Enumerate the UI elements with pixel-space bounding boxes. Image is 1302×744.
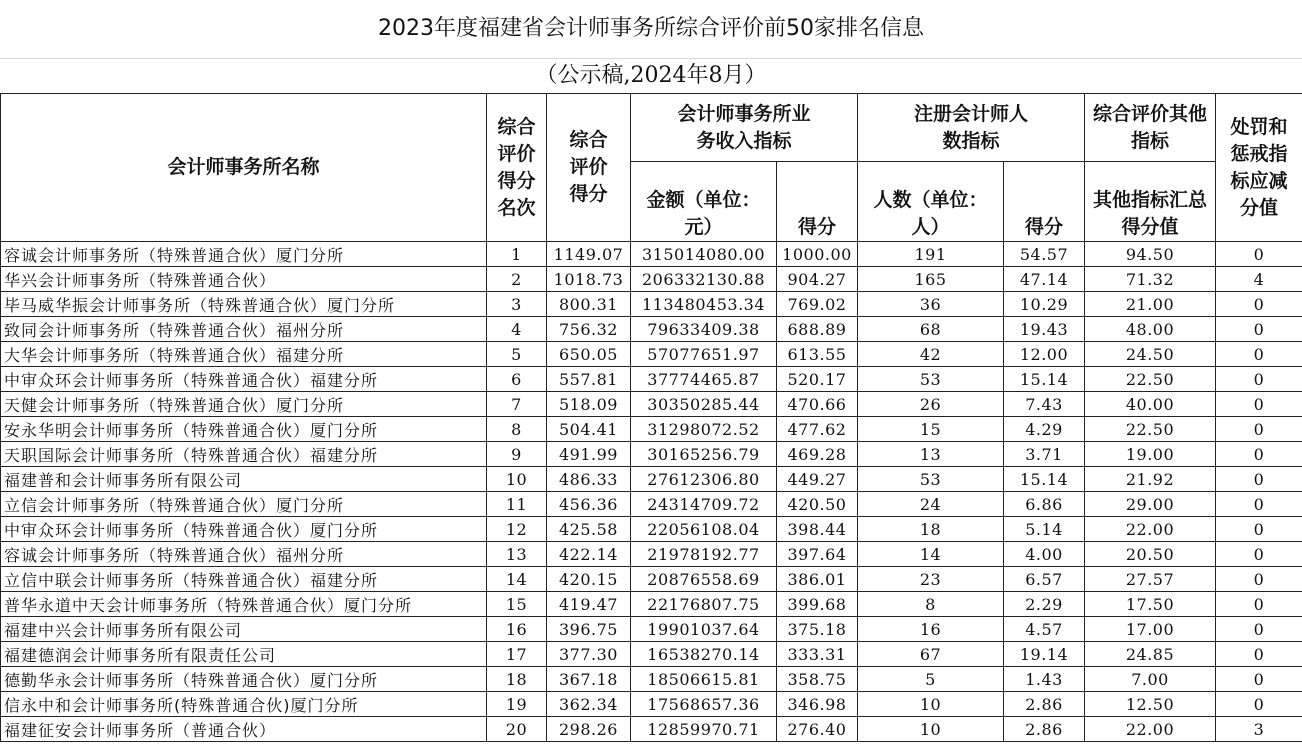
revenue-amount-cell: 31298072.52 [631, 417, 777, 442]
revenue-score-cell: 386.01 [777, 567, 858, 592]
score-cell: 650.05 [547, 342, 631, 367]
rank-cell: 7 [487, 392, 547, 417]
penalty-cell: 3 [1216, 717, 1302, 742]
revenue-score-cell: 1000.00 [777, 242, 858, 267]
firm-name-cell: 福建德润会计师事务所有限责任公司 [1, 642, 487, 667]
rank-cell: 9 [487, 442, 547, 467]
revenue-amount-cell: 16538270.14 [631, 642, 777, 667]
penalty-cell: 0 [1216, 442, 1302, 467]
score-cell: 422.14 [547, 542, 631, 567]
cpa-count-cell: 15 [858, 417, 1004, 442]
penalty-cell: 0 [1216, 642, 1302, 667]
table-row [1, 592, 1302, 617]
cpa-count-cell: 53 [858, 467, 1004, 492]
cpa-score-cell: 6.57 [1004, 567, 1085, 592]
cpa-count-cell: 36 [858, 292, 1004, 317]
cpa-score-cell: 6.86 [1004, 492, 1085, 517]
firm-name-cell: 天职国际会计师事务所（特殊普通合伙）福建分所 [1, 442, 487, 467]
other-total-cell: 22.50 [1085, 417, 1216, 442]
rank-cell: 18 [487, 667, 547, 692]
header-rank: 综合评价得分名次 [487, 94, 547, 242]
rank-cell: 1 [487, 242, 547, 267]
penalty-cell: 0 [1216, 467, 1302, 492]
firm-name-cell: 安永华明会计师事务所（特殊普通合伙）厦门分所 [1, 417, 487, 442]
header-revenue-group: 会计师事务所业务收入指标 [631, 94, 858, 162]
cpa-count-cell: 5 [858, 667, 1004, 692]
cpa-score-cell: 4.57 [1004, 617, 1085, 642]
document-subtitle: （公示稿,2024年8月） [535, 63, 767, 88]
cpa-count-cell: 18 [858, 517, 1004, 542]
revenue-amount-cell: 315014080.00 [631, 242, 777, 267]
firm-name-cell: 致同会计师事务所（特殊普通合伙）福州分所 [1, 317, 487, 342]
other-total-cell: 21.00 [1085, 292, 1216, 317]
table-row [1, 367, 1302, 392]
other-total-cell: 94.50 [1085, 242, 1216, 267]
table-row [1, 692, 1302, 717]
penalty-cell: 0 [1216, 567, 1302, 592]
cpa-count-cell: 10 [858, 692, 1004, 717]
other-total-cell: 40.00 [1085, 392, 1216, 417]
revenue-score-cell: 613.55 [777, 342, 858, 367]
header-firm-name: 会计师事务所名称 [1, 94, 487, 242]
penalty-cell: 0 [1216, 517, 1302, 542]
other-total-cell: 19.00 [1085, 442, 1216, 467]
revenue-score-cell: 399.68 [777, 592, 858, 617]
cpa-score-cell: 1.43 [1004, 667, 1085, 692]
revenue-amount-cell: 20876558.69 [631, 567, 777, 592]
firm-name-cell: 福建普和会计师事务所有限公司 [1, 467, 487, 492]
other-total-cell: 22.50 [1085, 367, 1216, 392]
score-cell: 491.99 [547, 442, 631, 467]
table-row [1, 517, 1302, 542]
table-row [1, 667, 1302, 692]
table-row [1, 542, 1302, 567]
firm-name-cell: 大华会计师事务所（特殊普通合伙）福建分所 [1, 342, 487, 367]
score-cell: 756.32 [547, 317, 631, 342]
table-row [1, 567, 1302, 592]
score-cell: 419.47 [547, 592, 631, 617]
score-cell: 800.31 [547, 292, 631, 317]
other-total-cell: 17.50 [1085, 592, 1216, 617]
cpa-count-cell: 13 [858, 442, 1004, 467]
revenue-score-cell: 449.27 [777, 467, 858, 492]
rank-cell: 16 [487, 617, 547, 642]
revenue-amount-cell: 24314709.72 [631, 492, 777, 517]
other-total-cell: 21.92 [1085, 467, 1216, 492]
firm-name-cell: 中审众环会计师事务所（特殊普通合伙）福建分所 [1, 367, 487, 392]
revenue-score-cell: 688.89 [777, 317, 858, 342]
cpa-score-cell: 4.00 [1004, 542, 1085, 567]
score-cell: 425.58 [547, 517, 631, 542]
score-cell: 367.18 [547, 667, 631, 692]
revenue-score-cell: 469.28 [777, 442, 858, 467]
firm-name-cell: 毕马威华振会计师事务所（特殊普通合伙）厦门分所 [1, 292, 487, 317]
firm-name-cell: 立信中联会计师事务所（特殊普通合伙）福建分所 [1, 567, 487, 592]
firm-name-cell: 信永中和会计师事务所(特殊普通合伙)厦门分所 [1, 692, 487, 717]
penalty-cell: 0 [1216, 417, 1302, 442]
table-row [1, 642, 1302, 667]
penalty-cell: 0 [1216, 617, 1302, 642]
revenue-score-cell: 470.66 [777, 392, 858, 417]
cpa-score-cell: 2.86 [1004, 692, 1085, 717]
rank-cell: 13 [487, 542, 547, 567]
cpa-count-cell: 68 [858, 317, 1004, 342]
penalty-cell: 0 [1216, 492, 1302, 517]
rank-cell: 19 [487, 692, 547, 717]
other-total-cell: 12.50 [1085, 692, 1216, 717]
revenue-amount-cell: 37774465.87 [631, 367, 777, 392]
document-title: 2023年度福建省会计师事务所综合评价前50家排名信息 [0, 0, 1302, 59]
score-cell: 1149.07 [547, 242, 631, 267]
cpa-count-cell: 165 [858, 267, 1004, 292]
penalty-cell: 0 [1216, 342, 1302, 367]
cpa-count-cell: 14 [858, 542, 1004, 567]
other-total-cell: 22.00 [1085, 717, 1216, 742]
cpa-score-cell: 12.00 [1004, 342, 1085, 367]
penalty-cell: 0 [1216, 367, 1302, 392]
cpa-count-cell: 24 [858, 492, 1004, 517]
score-cell: 377.30 [547, 642, 631, 667]
penalty-cell: 0 [1216, 392, 1302, 417]
score-cell: 362.34 [547, 692, 631, 717]
other-total-cell: 71.32 [1085, 267, 1216, 292]
penalty-cell: 0 [1216, 667, 1302, 692]
firm-name-cell: 福建中兴会计师事务所有限公司 [1, 617, 487, 642]
table-row [1, 417, 1302, 442]
revenue-score-cell: 333.31 [777, 642, 858, 667]
revenue-amount-cell: 22056108.04 [631, 517, 777, 542]
other-total-cell: 7.00 [1085, 667, 1216, 692]
revenue-score-cell: 346.98 [777, 692, 858, 717]
revenue-amount-cell: 18506615.81 [631, 667, 777, 692]
score-cell: 486.33 [547, 467, 631, 492]
revenue-amount-cell: 27612306.80 [631, 467, 777, 492]
table-row [1, 442, 1302, 467]
penalty-cell: 0 [1216, 692, 1302, 717]
rank-cell: 15 [487, 592, 547, 617]
firm-name-cell: 天健会计师事务所（特殊普通合伙）厦门分所 [1, 392, 487, 417]
header-revenue-amount: 金额（单位：元） [631, 162, 777, 242]
score-cell: 504.41 [547, 417, 631, 442]
revenue-amount-cell: 206332130.88 [631, 267, 777, 292]
cpa-count-cell: 53 [858, 367, 1004, 392]
revenue-amount-cell: 19901037.64 [631, 617, 777, 642]
score-cell: 557.81 [547, 367, 631, 392]
firm-name-cell: 中审众环会计师事务所（特殊普通合伙）厦门分所 [1, 517, 487, 542]
firm-name-cell: 华兴会计师事务所（特殊普通合伙） [1, 267, 487, 292]
revenue-score-cell: 276.40 [777, 717, 858, 742]
rank-cell: 8 [487, 417, 547, 442]
penalty-cell: 0 [1216, 242, 1302, 267]
table-row [1, 342, 1302, 367]
revenue-amount-cell: 113480453.34 [631, 292, 777, 317]
other-total-cell: 27.57 [1085, 567, 1216, 592]
score-cell: 456.36 [547, 492, 631, 517]
revenue-score-cell: 420.50 [777, 492, 858, 517]
table-row [1, 317, 1302, 342]
revenue-score-cell: 769.02 [777, 292, 858, 317]
cpa-count-cell: 23 [858, 567, 1004, 592]
table-row [1, 267, 1302, 292]
cpa-score-cell: 4.29 [1004, 417, 1085, 442]
revenue-score-cell: 520.17 [777, 367, 858, 392]
header-cpa-group: 注册会计师人数指标 [858, 94, 1085, 162]
other-total-cell: 24.85 [1085, 642, 1216, 667]
cpa-score-cell: 2.29 [1004, 592, 1085, 617]
score-cell: 420.15 [547, 567, 631, 592]
cpa-score-cell: 10.29 [1004, 292, 1085, 317]
header-revenue-score: 得分 [777, 162, 858, 242]
firm-name-cell: 立信会计师事务所（特殊普通合伙）厦门分所 [1, 492, 487, 517]
rank-cell: 12 [487, 517, 547, 542]
rank-cell: 5 [487, 342, 547, 367]
table-row [1, 392, 1302, 417]
firm-name-cell: 福建征安会计师事务所（普通合伙） [1, 717, 487, 742]
firm-name-cell: 容诚会计师事务所（特殊普通合伙）厦门分所 [1, 242, 487, 267]
ranking-table [0, 93, 1302, 742]
other-total-cell: 29.00 [1085, 492, 1216, 517]
score-cell: 518.09 [547, 392, 631, 417]
table-row [1, 467, 1302, 492]
firm-name-cell: 普华永道中天会计师事务所（特殊普通合伙）厦门分所 [1, 592, 487, 617]
table-row [1, 242, 1302, 267]
revenue-score-cell: 477.62 [777, 417, 858, 442]
penalty-cell: 0 [1216, 592, 1302, 617]
other-total-cell: 17.00 [1085, 617, 1216, 642]
cpa-score-cell: 7.43 [1004, 392, 1085, 417]
other-total-cell: 22.00 [1085, 517, 1216, 542]
rank-cell: 11 [487, 492, 547, 517]
cpa-count-cell: 191 [858, 242, 1004, 267]
cpa-score-cell: 19.14 [1004, 642, 1085, 667]
rank-cell: 3 [487, 292, 547, 317]
table-row [1, 492, 1302, 517]
firm-name-cell: 容诚会计师事务所（特殊普通合伙）福州分所 [1, 542, 487, 567]
revenue-amount-cell: 17568657.36 [631, 692, 777, 717]
header-score: 综合评价得分 [547, 94, 631, 242]
table-row [1, 717, 1302, 742]
cpa-count-cell: 26 [858, 392, 1004, 417]
cpa-score-cell: 5.14 [1004, 517, 1085, 542]
rank-cell: 4 [487, 317, 547, 342]
header-cpa-score: 得分 [1004, 162, 1085, 242]
rank-cell: 20 [487, 717, 547, 742]
cpa-score-cell: 54.57 [1004, 242, 1085, 267]
header-penalty: 处罚和惩戒指标应减分值 [1216, 94, 1302, 242]
penalty-cell: 0 [1216, 292, 1302, 317]
rank-cell: 10 [487, 467, 547, 492]
rank-cell: 6 [487, 367, 547, 392]
firm-name-cell: 德勤华永会计师事务所（特殊普通合伙）厦门分所 [1, 667, 487, 692]
cpa-count-cell: 67 [858, 642, 1004, 667]
cpa-score-cell: 3.71 [1004, 442, 1085, 467]
revenue-score-cell: 375.18 [777, 617, 858, 642]
revenue-amount-cell: 30350285.44 [631, 392, 777, 417]
revenue-score-cell: 358.75 [777, 667, 858, 692]
revenue-score-cell: 904.27 [777, 267, 858, 292]
revenue-score-cell: 397.64 [777, 542, 858, 567]
revenue-amount-cell: 57077651.97 [631, 342, 777, 367]
score-cell: 1018.73 [547, 267, 631, 292]
score-cell: 396.75 [547, 617, 631, 642]
other-total-cell: 20.50 [1085, 542, 1216, 567]
header-other-total: 其他指标汇总得分值 [1085, 162, 1216, 242]
cpa-score-cell: 15.14 [1004, 467, 1085, 492]
revenue-amount-cell: 22176807.75 [631, 592, 777, 617]
cpa-score-cell: 15.14 [1004, 367, 1085, 392]
penalty-cell: 0 [1216, 542, 1302, 567]
cpa-score-cell: 2.86 [1004, 717, 1085, 742]
cpa-count-cell: 10 [858, 717, 1004, 742]
table-row [1, 292, 1302, 317]
cpa-count-cell: 16 [858, 617, 1004, 642]
cpa-count-cell: 42 [858, 342, 1004, 367]
revenue-amount-cell: 30165256.79 [631, 442, 777, 467]
cpa-count-cell: 8 [858, 592, 1004, 617]
revenue-amount-cell: 21978192.77 [631, 542, 777, 567]
rank-cell: 2 [487, 267, 547, 292]
header-other-group: 综合评价其他指标 [1085, 94, 1216, 162]
rank-cell: 14 [487, 567, 547, 592]
header-cpa-count: 人数（单位：人） [858, 162, 1004, 242]
rank-cell: 17 [487, 642, 547, 667]
revenue-amount-cell: 79633409.38 [631, 317, 777, 342]
score-cell: 298.26 [547, 717, 631, 742]
other-total-cell: 24.50 [1085, 342, 1216, 367]
penalty-cell: 0 [1216, 317, 1302, 342]
revenue-amount-cell: 12859970.71 [631, 717, 777, 742]
cpa-score-cell: 19.43 [1004, 317, 1085, 342]
table-row [1, 617, 1302, 642]
revenue-score-cell: 398.44 [777, 517, 858, 542]
other-total-cell: 48.00 [1085, 317, 1216, 342]
cpa-score-cell: 47.14 [1004, 267, 1085, 292]
penalty-cell: 4 [1216, 267, 1302, 292]
